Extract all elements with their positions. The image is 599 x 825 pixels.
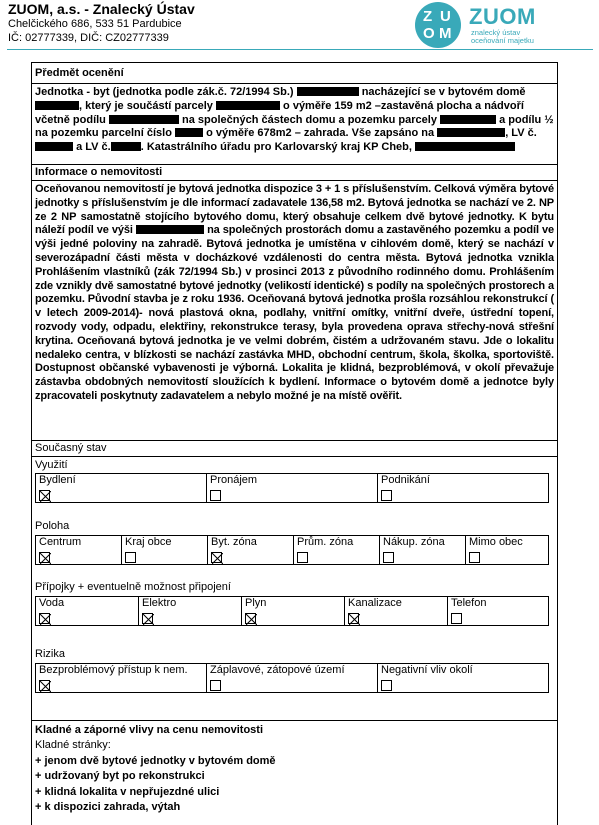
- subject-line: [35, 114, 554, 128]
- text-span: , který je součástí parcely: [79, 99, 213, 112]
- check-cross-icon: [40, 681, 51, 692]
- checkbox-plyn[interactable]: [245, 613, 256, 624]
- subject-line: [35, 86, 554, 100]
- text-span: , LV č.: [505, 127, 537, 140]
- text-span: Jednotka - byt (jednotka podle zák.č. 72/1994 Sb.): [35, 86, 294, 98]
- check-cross-icon: [246, 614, 257, 625]
- cell-label: Pronájem: [210, 474, 258, 486]
- section-title: Současný stav: [35, 442, 107, 454]
- check-cross-icon: [40, 553, 51, 564]
- redaction: [415, 142, 515, 151]
- text-span: a LV č.: [76, 141, 111, 154]
- text-span: o výměře 678m2 – zahrada. Vše zapsáno na: [206, 127, 435, 140]
- positive-item: + udržovaný byt po rekonstrukci: [35, 770, 205, 782]
- utility-cell: [344, 596, 448, 626]
- cell-label: Plyn: [245, 597, 267, 609]
- location-cell: [465, 535, 549, 565]
- redaction: [216, 101, 280, 110]
- checkbox-bydleni[interactable]: [39, 490, 50, 501]
- cell-label: Kanalizace: [348, 597, 402, 609]
- logo-circle: [415, 2, 461, 48]
- cell-label: Záplavové, zátopové území: [210, 664, 345, 676]
- subject-line: [35, 141, 554, 155]
- logo-subtitle: [471, 29, 534, 45]
- text-span: Oceňovanou nemovitostí je bytová jednotka dispozice 3 + 1 s příslušenstvím. Celková výměra bytové jednotky s příslušenstvím je dle informací zadavatele 136,58 m2. Bytová jednotka se nachází ve 2. NP ze 2 NP samostatně stojícího bytového domu, který obsahuje celkem dvě bytové jednotky. K bytu náleží podíl ve výši: [35, 183, 554, 237]
- text-span: . Katastrálního úřadu pro Karlovarský kraj KP Cheb,: [140, 141, 412, 154]
- checkbox-telefon[interactable]: [451, 613, 462, 624]
- group-heading: Poloha: [35, 520, 70, 532]
- text-span: o výměře 159 m2 –zastavěná plocha a nádvoří: [283, 99, 524, 112]
- info-paragraph: [35, 183, 554, 404]
- risk-cell: [206, 663, 378, 693]
- redaction: [297, 87, 359, 96]
- group-heading: Přípojky + eventuelně možnost připojení: [35, 581, 231, 593]
- checkbox-mimo-obec[interactable]: [469, 552, 480, 563]
- cell-label: Negativní vliv okolí: [381, 664, 473, 676]
- cell-label: Bezproblémový přístup k nem.: [39, 664, 188, 676]
- text-span: a podílu ½: [499, 113, 554, 126]
- cell-label: Telefon: [451, 597, 487, 609]
- checkbox-kanalizace[interactable]: [348, 613, 359, 624]
- redaction: [35, 142, 73, 151]
- zuom-logo: [415, 2, 595, 46]
- positive-item: + jenom dvě bytové jednotky v bytovém domě: [35, 755, 276, 767]
- location-cell: [35, 535, 122, 565]
- utility-cell: [447, 596, 549, 626]
- checkbox-podnikani[interactable]: [381, 490, 392, 501]
- usage-cell-podnikani: [377, 473, 549, 503]
- cell-label: Elektro: [142, 597, 177, 609]
- info-title-row: [32, 165, 557, 181]
- redaction: [111, 142, 141, 151]
- check-cross-icon: [212, 553, 223, 564]
- state-body: [32, 457, 557, 721]
- section-title: Předmět ocenění: [35, 67, 124, 79]
- subject-title-row: [32, 63, 557, 84]
- cell-label: Centrum: [39, 536, 82, 548]
- checkbox-byt-zona[interactable]: [211, 552, 222, 563]
- cell-label: Nákup. zóna: [383, 536, 445, 548]
- logo-letter: O: [423, 25, 435, 42]
- cell-label: Bydlení: [39, 474, 76, 486]
- section-title: Kladné a záporné vlivy na cenu nemovitosti: [35, 724, 264, 736]
- subject-text: [35, 86, 554, 155]
- subject-line: [35, 127, 554, 141]
- positive-item: + k dispozici zahrada, výtah: [35, 801, 181, 813]
- redaction: [437, 128, 505, 137]
- group-heading: Rizika: [35, 648, 65, 660]
- cell-label: Mimo obec: [469, 536, 523, 548]
- cell-label: Kraj obce: [125, 536, 172, 548]
- checkbox-nakup-zona[interactable]: [383, 552, 394, 563]
- state-title-row: [32, 441, 557, 457]
- checkbox-zaplavove-uzemi[interactable]: [210, 680, 221, 691]
- location-cell: [207, 535, 294, 565]
- checkbox-prum-zona[interactable]: [297, 552, 308, 563]
- usage-cell-bydleni: [35, 473, 207, 503]
- text-span: na společných částech domu a pozemku parcely: [182, 113, 437, 126]
- info-body: [32, 181, 557, 441]
- logo-subtitle-line: znalecký ústav: [471, 28, 521, 37]
- checkbox-bezproblemovy-pristup[interactable]: [39, 680, 50, 691]
- section-title: Informace o nemovitosti: [35, 166, 163, 178]
- utility-cell: [35, 596, 139, 626]
- risk-cell: [35, 663, 207, 693]
- company-ids: IČ: 02777339, DIČ: CZ02777339: [8, 32, 169, 44]
- cell-label: Podnikání: [381, 474, 430, 486]
- check-cross-icon: [40, 614, 51, 625]
- location-cell: [121, 535, 208, 565]
- utility-cell: [241, 596, 345, 626]
- checkbox-pronajem[interactable]: [210, 490, 221, 501]
- subject-line: [35, 100, 554, 114]
- redaction: [440, 115, 496, 124]
- usage-cell-pronajem: [206, 473, 378, 503]
- check-cross-icon: [349, 614, 360, 625]
- logo-letter: Z: [423, 8, 433, 25]
- valuation-form: [31, 62, 558, 825]
- checkbox-elektro[interactable]: [142, 613, 153, 624]
- risk-cell: [377, 663, 549, 693]
- location-cell: [379, 535, 466, 565]
- header-rule: [7, 49, 593, 50]
- text-span: na společných prostorách domu a zastavěného pozemku a podíl ve výši jedné poloviny na zahradě. Bytová jednotka je umístěna v cihlovém domě, který se nachází v severozápadní části města v docházkové vzdálenosti do centra města. Bytová jednotka vznikla Prohlášením vlastníků (zák 72/1994 Sb.) v prosinci 2013 z původního rodinného domu. Prohlášením zde vznikly dvě samostatné bytové jednotky (velikostí identické) s podíly na společných prostorech a pozemku. Původní stavba je z roku 1936. Oceňovaná bytová jednotka prošla rozsáhlou rekonstrukcí ( v letech 2009-2014)- nová plastová okna, podlahy, vnitřní omítky, vnitřní dveře, ústřední topení, rozvody vody, odpadu, elektřiny, rekonstrukce terasy, byla provedena oprava střechy-nová střešní krytina. Oceňovaná bytová jednotka je ve velmi dobrém, čistém a udržovaném stavu. Jde o lokalitu nedaleko centra, v blízkosti se nachází zastávka MHD, obchodní centrum, škola, školka, sportoviště. Dostupnost občanské vybavenosti je výborná. Lokalita je klidná, bezproblémová, v okolí převažuje zástavba obdobných nemovitostí sloužících k bydlení. Informace o bytovém domě a jednotce byly zpracovateli poskytnuty zadavatelem a nebylo možné je na místě ověřit.: [35, 224, 554, 402]
- checkbox-kraj-obce[interactable]: [125, 552, 136, 563]
- subject-body: [32, 84, 557, 165]
- positive-item: + klidná lokalita v nepřujezdné ulici: [35, 786, 220, 798]
- logo-name: ZUOM: [469, 4, 536, 29]
- positives-title: Kladné stránky:: [35, 739, 111, 751]
- utility-cell: [138, 596, 242, 626]
- checkbox-voda[interactable]: [39, 613, 50, 624]
- location-cell: [293, 535, 380, 565]
- text-span: nacházející se v bytovém domě: [361, 86, 526, 98]
- logo-letter: M: [439, 25, 452, 42]
- redaction: [109, 115, 179, 124]
- cell-label: Voda: [39, 597, 65, 609]
- logo-letter: U: [440, 8, 451, 25]
- checkbox-negativni-vliv[interactable]: [381, 680, 392, 691]
- company-name: ZUOM, a.s. - Znalecký Ústav: [8, 1, 195, 17]
- checkbox-centrum[interactable]: [39, 552, 50, 563]
- letterhead: [8, 0, 195, 45]
- check-cross-icon: [40, 491, 51, 502]
- group-heading: Využití: [35, 459, 68, 471]
- redaction: [35, 101, 79, 110]
- check-cross-icon: [143, 614, 154, 625]
- company-address: Chelčického 686, 533 51 Pardubice: [8, 18, 182, 30]
- redaction: [175, 128, 203, 137]
- cell-label: Prům. zóna: [297, 536, 354, 548]
- text-span: na pozemku parcelní číslo: [35, 127, 172, 140]
- redaction: [136, 225, 204, 234]
- logo-subtitle-line: oceňování majetku: [471, 36, 534, 45]
- cell-label: Byt. zóna: [211, 536, 257, 548]
- text-span: včetně podílu: [35, 113, 106, 126]
